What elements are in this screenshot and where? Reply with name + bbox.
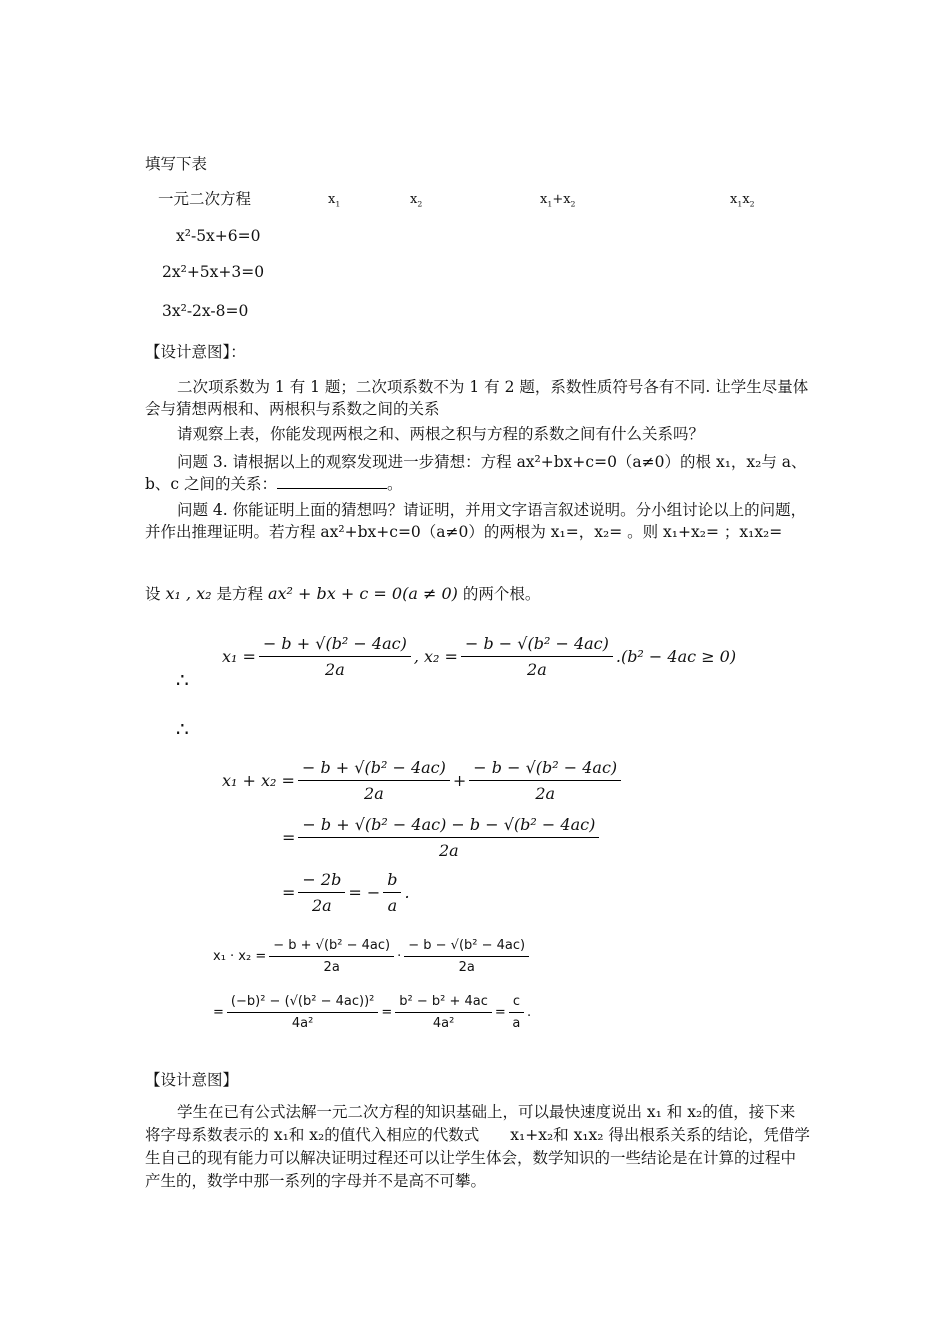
sum-line-1 — [222, 758, 624, 803]
product-fraction-1-numerator: − b + √(b² − 4ac) — [269, 938, 394, 957]
table-header-product: $x_1x_2$ — [730, 192, 755, 209]
table-row-eq-3: 3x²-2x-8=0 — [162, 302, 249, 320]
sum-result-denominator: a — [387, 896, 398, 915]
table-row-eq-2: 2x²+5x+3=0 — [162, 263, 265, 281]
answer-blank — [277, 474, 387, 489]
product-fraction-2 — [404, 938, 529, 975]
sum-fraction-1-denominator: 2a — [364, 784, 384, 803]
table-header-x2: $x_2$ — [410, 192, 423, 209]
product-line-2-equals-2: = — [381, 1005, 393, 1020]
let-mid: 是方程 — [216, 585, 264, 603]
product-line-2-result — [509, 994, 524, 1031]
product-line-2-period: . — [526, 1005, 532, 1020]
roots-x2-lhs: , x₂ = — [413, 647, 458, 666]
fill-table-heading: 填写下表 — [145, 155, 208, 173]
paragraph-1: 二次项系数为 1 有 1 题；二次项系数不为 1 有 2 题，系数性质符号各有不同. 让学生尽量体会与猜想两根和、两根积与系数之间的关系 — [145, 378, 809, 418]
sum-plus: + — [452, 771, 467, 790]
sum-fraction-1 — [298, 758, 450, 803]
let-prefix: 设 — [145, 585, 161, 603]
sum-line-2-denominator: 2a — [439, 841, 459, 860]
sum-lhs: x₁ + x₂ = — [222, 771, 295, 790]
roots-x1-numerator: − b + √(b² − 4ac) — [259, 634, 411, 657]
sum-fraction-1-numerator: − b + √(b² − 4ac) — [298, 758, 450, 781]
roots-formula — [222, 634, 736, 679]
let-suffix: 的两个根。 — [462, 585, 541, 603]
product-line-2-equals: = — [213, 1005, 224, 1020]
paragraph-3-end: 。 — [387, 475, 403, 493]
sum-fraction-2-numerator: − b − √(b² − 4ac) — [469, 758, 621, 781]
sum-line-3-numerator: − 2b — [298, 870, 345, 893]
sum-line-3-result — [383, 870, 401, 915]
sum-line-2-equals: = — [282, 828, 296, 847]
table-header-x1: $x_1$ — [328, 192, 341, 209]
sum-line-3 — [282, 870, 410, 915]
table-header-equation: 一元二次方程 — [158, 190, 252, 208]
paragraph-3-text: 问题 3. 请根据以上的观察发现进一步猜想：方程 ax²+bx+c=0（a≠0）的根 x₁，x₂与 a、b、c 之间的关系： — [145, 453, 807, 493]
product-line-2-numerator-2: b² − b² + 4ac — [395, 994, 492, 1013]
product-fraction-2-numerator: − b − √(b² − 4ac) — [404, 938, 529, 957]
product-fraction-1 — [269, 938, 394, 975]
table-header-sum: $x_1+x_2$ — [540, 192, 576, 209]
let-equation: ax² + bx + c = 0(a ≠ 0) — [267, 584, 458, 603]
paragraph-2: 请观察上表，你能发现两根之和、两根之积与方程的系数之间有什么关系吗？ — [177, 425, 705, 443]
roots-x1-denominator: 2a — [325, 660, 345, 679]
sum-line-3-fraction — [298, 870, 345, 915]
product-dot: · — [397, 949, 402, 964]
therefore-symbol-1: ∴ — [176, 668, 189, 692]
product-line-1 — [213, 938, 532, 975]
design-intent-heading-1: 【设计意图】： — [145, 343, 246, 361]
paragraph-5: 学生在已有公式法解一元二次方程的知识基础上，可以最快速度说出 x₁ 和 x₂的值，接下来将字母系数表示的 x₁和 x₂的值代入相应的代数式 x₁+x₂和 x₁x₂ 得出根系关系的结论，凭借学生自己的现有能力可以解决证明过程还可以让学生体会，数学知识的一些结论是在计算的过程中产生的，数学中那一系列的字母并不是高不可攀。 — [145, 1103, 810, 1190]
sum-fraction-2 — [469, 758, 621, 803]
paragraph-4: 问题 4. 你能证明上面的猜想吗？请证明，并用文字语言叙述说明。分小组讨论以上的问题，并作出推理证明。若方程 ax²+bx+c=0（a≠0）的两根为 x₁=，x₂= 。则 x₁+x₂= ；x₁x₂= — [145, 501, 807, 541]
roots-condition: .(b² − 4ac ≥ 0) — [615, 647, 737, 666]
sum-line-2-fraction — [298, 815, 599, 860]
sum-line-2 — [282, 815, 602, 860]
design-intent-heading-2: 【设计意图】 — [145, 1071, 239, 1089]
product-line-2-denominator-1: 4a² — [291, 1016, 314, 1031]
table-row-eq-1: x²-5x+6=0 — [176, 227, 261, 245]
sum-line-3-denominator: 2a — [312, 896, 332, 915]
sum-line-3-period: . — [404, 883, 410, 902]
product-line-2-fraction-1 — [227, 994, 378, 1031]
sum-result-numerator: b — [383, 870, 401, 893]
sum-fraction-2-denominator: 2a — [535, 784, 556, 803]
product-fraction-1-denominator: 2a — [323, 960, 340, 975]
therefore-symbol-2: ∴ — [176, 717, 189, 741]
roots-x1-fraction — [259, 634, 411, 679]
sum-line-2-numerator: − b + √(b² − 4ac) − b − √(b² − 4ac) — [298, 815, 599, 838]
roots-x2-numerator: − b − √(b² − 4ac) — [461, 634, 613, 657]
product-fraction-2-denominator: 2a — [458, 960, 475, 975]
roots-x2-fraction — [461, 634, 613, 679]
product-lhs: x₁ · x₂ = — [213, 949, 267, 964]
product-result-denominator: a — [512, 1016, 521, 1031]
let-vars: x₁ , x₂ — [165, 584, 212, 603]
product-line-2-equals-3: = — [494, 1005, 506, 1020]
product-result-numerator: c — [509, 994, 524, 1013]
product-line-2-denominator-2: 4a² — [432, 1016, 455, 1031]
sum-line-3-equals-neg: = − — [348, 883, 381, 902]
product-line-2-fraction-2 — [395, 994, 492, 1031]
sum-line-3-equals: = — [282, 883, 296, 902]
roots-x2-denominator: 2a — [527, 660, 547, 679]
product-line-2-numerator-1: (−b)² − (√(b² − 4ac))² — [227, 994, 378, 1013]
product-line-2 — [213, 994, 531, 1031]
let-line — [145, 582, 540, 604]
roots-x1-lhs: x₁ = — [222, 647, 256, 666]
paragraph-3 — [145, 451, 810, 495]
